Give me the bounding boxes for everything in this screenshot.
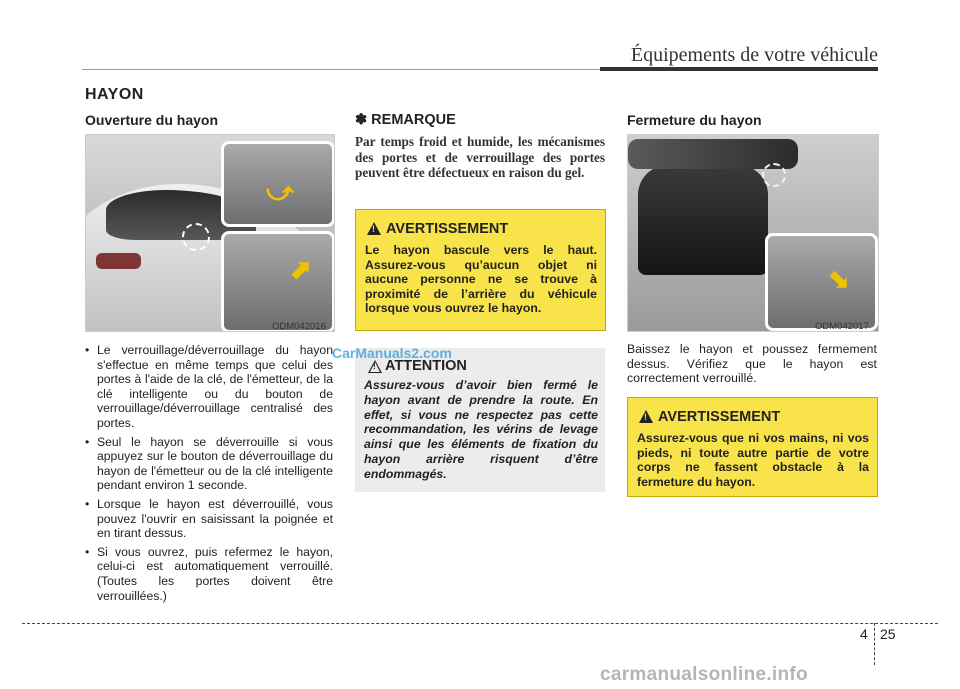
handle-highlight-circle <box>182 223 210 251</box>
caution-triangle-icon <box>368 360 382 373</box>
watermark-top: CarManuals2.com <box>332 345 452 361</box>
open-tailgate-inset <box>221 231 335 332</box>
warning-triangle-icon <box>639 410 653 423</box>
remark-body: Par temps froid et humide, les mécanismes des portes et de verrouillage des portes peuvent être défectueux en raison du gel. <box>355 134 605 181</box>
footer-divider <box>874 623 875 665</box>
remark-title: ✽ REMARQUE <box>355 112 456 128</box>
warning-box-open <box>355 209 606 331</box>
chapter-number: 4 <box>860 626 868 642</box>
list-item: • Seul le hayon se déverrouille si vous appuyez sur le bouton de déverrouillage du hayon de l'émetteur ou de la clé intelligente pendant environ 1 seconde. <box>85 435 333 493</box>
tailgate-closing-photo <box>627 134 879 332</box>
warning-title: AVERTISSEMENT <box>658 409 781 425</box>
open-cargo-area <box>638 165 768 275</box>
closing-subtitle: Fermeture du hayon <box>627 112 762 128</box>
page-number: 25 <box>880 626 896 642</box>
arrow-up-icon: ⬈ <box>290 254 312 284</box>
warning-triangle-icon <box>367 222 381 235</box>
handle-closeup-inset <box>221 141 335 227</box>
section-title: HAYON <box>85 86 144 103</box>
arrow-down-icon: ⬊ <box>828 264 850 294</box>
caution-title: ATTENTION <box>385 358 467 374</box>
figure-label-right: ODM042017 <box>815 321 869 332</box>
list-item: • Le verrouillage/déverrouillage du hayon s'effectue en même temps que celui des portes à l'aide de la clé, de l'émetteur, de la clé intelligente ou du bouton de verrouillage/déverrouillage centralisé des portes. <box>85 343 333 431</box>
closing-body: Baissez le hayon et poussez fermement dessus. Vérifiez que le hayon est correctement verrouillé. <box>627 342 877 386</box>
warning-box-close <box>627 397 878 497</box>
warning-body: Le hayon bascule vers le haut. Assurez-vous qu’aucun objet ni aucune personne ne se trouve à proximité de l’arrière du véhicule lorsque vous ouvrez le hayon. <box>365 243 597 316</box>
caution-box <box>355 348 605 492</box>
tail-light-left <box>96 253 141 269</box>
warning-body: Assurez-vous que ni vos mains, ni vos pieds, ni toute autre partie de votre corps ne fassent obstacle à la fermeture du hayon. <box>637 431 869 489</box>
opening-subtitle: Ouverture du hayon <box>85 112 219 128</box>
list-item: • Si vous ouvrez, puis refermez le hayon, celui-ci est automatiquement verrouillé. (Toutes les portes doivent être verrouillées.) <box>85 545 333 603</box>
list-item: • Lorsque le hayon est déverrouillé, vous pouvez l'ouvrir en saisissant la poignée et en tirant dessus. <box>85 497 333 541</box>
arrow-icon: ⤻ <box>266 176 294 206</box>
pull-handle-closeup-inset <box>765 233 878 331</box>
page-header-title: Équipements de votre véhicule <box>630 44 878 66</box>
opening-bullet-list <box>85 343 333 607</box>
tailgate-opening-photo <box>85 134 335 332</box>
watermark-bottom: carmanualsonline.info <box>600 664 808 685</box>
header-bar <box>600 67 878 71</box>
caution-body: Assurez-vous d’avoir bien fermé le hayon avant de prendre la route. En effet, si vous ne respectez pas cette recommandation, les vérins de levage ainsi que les éléments de fixation du hayon arrière risquent d’être endommagés. <box>364 378 598 481</box>
footer-rule <box>22 623 938 624</box>
handle-highlight-circle <box>762 163 786 187</box>
figure-label-left: ODM042016 <box>272 321 326 332</box>
warning-title: AVERTISSEMENT <box>386 221 509 237</box>
